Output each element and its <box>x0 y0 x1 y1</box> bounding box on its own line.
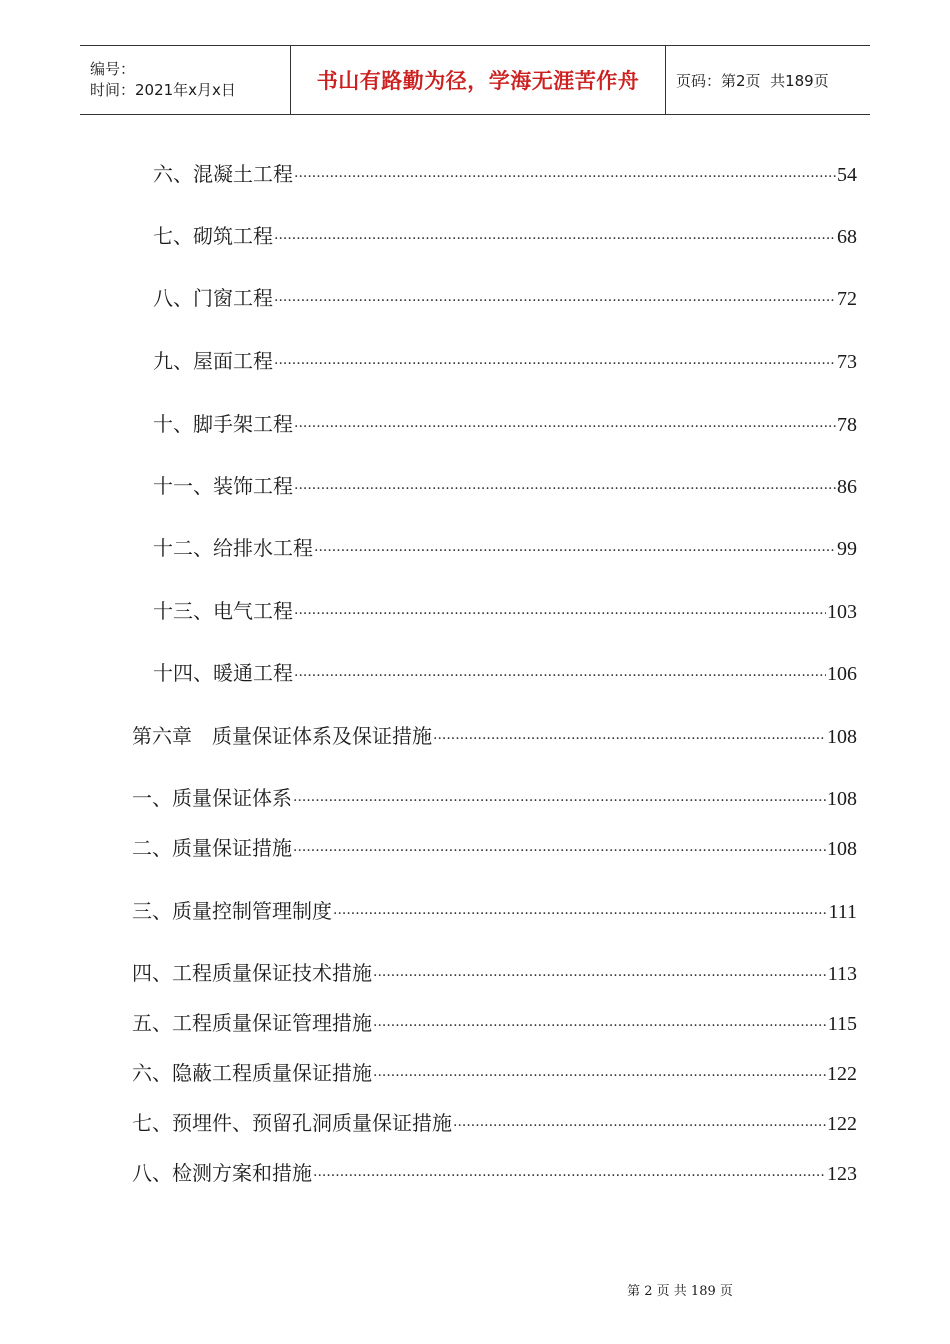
toc-leader-dots <box>294 662 826 690</box>
toc-entry-label: 七、砌筑工程 <box>153 224 273 248</box>
toc-entry-label: 七、预埋件、预留孔洞质量保证措施 <box>132 1111 452 1135</box>
toc-leader-dots <box>274 350 836 378</box>
toc-entry-page: 73 <box>837 351 857 373</box>
toc-leader-dots <box>453 1112 826 1140</box>
toc-entry-page: 103 <box>827 601 857 623</box>
toc-entry-page: 113 <box>827 963 857 985</box>
doc-code-label: 编号： <box>90 60 136 78</box>
toc-entry[interactable] <box>132 1159 857 1187</box>
toc-entry[interactable] <box>153 160 857 188</box>
doc-time-label: 时间：2021年x月x日 <box>90 81 236 99</box>
toc-entry-page: 72 <box>837 288 857 310</box>
toc-entry[interactable] <box>132 1059 857 1087</box>
toc-entry-page: 108 <box>827 788 857 810</box>
toc-entry-label: 第六章 质量保证体系及保证措施 <box>132 724 432 748</box>
toc-entry-label: 八、检测方案和措施 <box>132 1161 312 1185</box>
toc-entry-label: 九、屋面工程 <box>153 349 273 373</box>
toc-entry-label: 八、门窗工程 <box>153 286 273 310</box>
toc-entry-page: 115 <box>827 1013 857 1035</box>
page-footer <box>0 1280 950 1299</box>
toc-entry-label: 十三、电气工程 <box>153 599 293 623</box>
toc-leader-dots <box>274 287 836 315</box>
toc-entry[interactable] <box>132 959 857 987</box>
toc-entry-page: 123 <box>827 1163 857 1185</box>
header-page-label: 页码：第2页 共189页 <box>676 71 829 90</box>
toc-entry[interactable] <box>153 410 857 438</box>
header-meta <box>80 46 290 114</box>
toc-leader-dots <box>333 900 827 928</box>
toc-entry[interactable] <box>132 722 857 750</box>
toc-entry-label: 五、工程质量保证管理措施 <box>132 1011 372 1035</box>
toc-leader-dots <box>314 537 836 565</box>
toc-leader-dots <box>293 837 826 865</box>
toc-entry-label: 二、质量保证措施 <box>132 836 292 860</box>
toc-entry-page: 122 <box>827 1063 857 1085</box>
toc-entry-page: 99 <box>837 538 857 560</box>
page-header <box>80 45 870 115</box>
toc-entry-page: 68 <box>837 226 857 248</box>
toc-entry-label: 一、质量保证体系 <box>132 786 292 810</box>
toc-entry[interactable] <box>132 1109 857 1137</box>
toc-entry-page: 78 <box>837 414 857 436</box>
toc-entry-label: 六、混凝土工程 <box>153 162 293 186</box>
toc-entry[interactable] <box>153 597 857 625</box>
toc-entry-page: 106 <box>827 663 857 685</box>
toc-entry[interactable] <box>132 1009 857 1037</box>
toc-entry-label: 十、脚手架工程 <box>153 412 293 436</box>
toc-entry[interactable] <box>153 659 857 687</box>
toc-entry-label: 四、工程质量保证技术措施 <box>132 961 372 985</box>
toc-leader-dots <box>313 1162 826 1190</box>
toc-entry[interactable] <box>153 284 857 312</box>
toc-leader-dots <box>293 787 826 815</box>
toc-entry[interactable] <box>153 222 857 250</box>
toc-entry[interactable] <box>132 784 857 812</box>
toc-entry[interactable] <box>153 534 857 562</box>
footer-page-number: 第 2 页 共 189 页 <box>627 1284 733 1299</box>
toc-leader-dots <box>294 475 836 503</box>
toc-leader-dots <box>373 962 827 990</box>
toc-entry-label: 十一、装饰工程 <box>153 474 293 498</box>
toc-leader-dots <box>294 413 836 441</box>
header-motto-cell <box>290 46 666 114</box>
toc-leader-dots <box>373 1062 826 1090</box>
toc-leader-dots <box>294 163 836 191</box>
toc-entry[interactable] <box>153 347 857 375</box>
toc-entry-page: 122 <box>827 1113 857 1135</box>
toc-entry-page: 86 <box>837 476 857 498</box>
header-motto: 书山有路勤为径，学海无涯苦作舟 <box>316 69 640 93</box>
toc-entry-page: 108 <box>827 838 857 860</box>
toc-entry[interactable] <box>132 897 857 925</box>
toc-entry-page: 108 <box>827 726 857 748</box>
toc-entry[interactable] <box>132 834 857 862</box>
toc-entry[interactable] <box>153 472 857 500</box>
toc-entry-label: 三、质量控制管理制度 <box>132 899 332 923</box>
toc-leader-dots <box>433 725 826 753</box>
toc-entry-label: 十四、暖通工程 <box>153 661 293 685</box>
header-page-cell <box>666 46 870 114</box>
toc-leader-dots <box>294 600 826 628</box>
toc-entry-label: 六、隐蔽工程质量保证措施 <box>132 1061 372 1085</box>
toc-entry-label: 十二、给排水工程 <box>153 536 313 560</box>
toc-entry-page: 54 <box>837 164 857 186</box>
toc-leader-dots <box>274 225 836 253</box>
toc-entry-page: 111 <box>828 901 857 923</box>
toc-leader-dots <box>373 1012 827 1040</box>
